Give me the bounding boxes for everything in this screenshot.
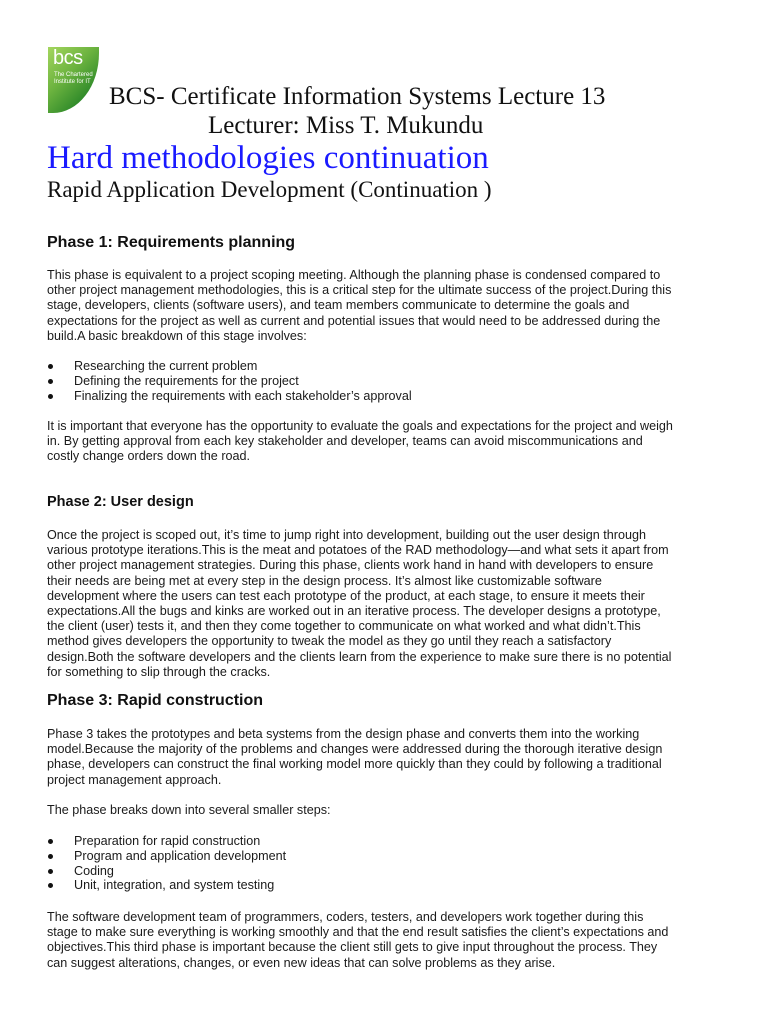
text-line: costly change orders down the road. [47, 449, 251, 464]
bullet-icon [48, 883, 53, 888]
list-item [47, 359, 737, 374]
phase-3-bullet-list [47, 834, 737, 893]
phase-3-steps-intro [47, 803, 737, 818]
phase-2-title: Phase 2: User design [47, 494, 194, 510]
phase-3-closing [47, 910, 737, 971]
text-line: The phase breaks down into several smaller steps: [47, 803, 331, 817]
list-item-text: Defining the requirements for the project [74, 373, 299, 388]
list-item-text: Program and application development [74, 848, 287, 863]
text-line: in. By getting approval from each key stakeholder and developer, teams can avoid miscommunications and [47, 434, 643, 449]
bullet-icon [48, 394, 53, 399]
document-title: BCS- Certificate Information Systems Lecture 13 [109, 83, 606, 110]
lecturer-name: Lecturer: Miss T. Mukundu [208, 112, 484, 139]
text-line: model.Because the majority of the problems and changes were addressed during the thorough iterative design [47, 742, 663, 757]
phase-1-title: Phase 1: Requirements planning [47, 234, 296, 251]
bcs-logo [48, 47, 99, 113]
logo-wordmark: bcs [53, 47, 83, 69]
list-item [47, 834, 737, 849]
text-line: Once the project is scoped out, it’s time to jump right into development, building out the user design through [47, 528, 647, 542]
text-line: This phase is equivalent to a project scoping meeting. Although the planning phase is condensed compared to [47, 268, 661, 282]
list-item [47, 878, 737, 893]
text-line: other project management strategies. During this phase, clients work hand in hand with developers to ensure [47, 558, 654, 573]
list-item [47, 374, 737, 389]
text-line: build.A basic breakdown of this stage involves: [47, 328, 307, 343]
text-line: objectives.This third phase is important because the client still gets to give input throughout the process. They [47, 940, 658, 955]
phase-1-closing [47, 419, 737, 465]
text-line: for something to slip through the cracks. [47, 664, 271, 679]
text-line: The software development team of programmers, coders, testers, and developers work together during this [47, 910, 644, 924]
text-line: stage, developers, clients (software users), and team members communicate to determine the goals and [47, 298, 630, 313]
text-line: stage to make sure everything is working smoothly and that the end result satisfies the client’s expectations and [47, 925, 669, 940]
list-item [47, 864, 737, 879]
logo-tagline: The Chartered Institute for IT [54, 72, 93, 85]
bullet-icon [48, 869, 53, 874]
list-item [47, 389, 737, 404]
text-line: can suggest alterations, changes, or even new ideas that can solve problems as they arise. [47, 955, 556, 970]
bullet-icon [48, 839, 53, 844]
main-heading: Hard methodologies continuation [47, 140, 489, 176]
text-line: various prototype iterations.This is the meat and potatoes of the RAD methodology—and what sets it apart from [47, 543, 669, 558]
text-line: design.Both the software developers and the clients learn from the experience to make sure there is no potential [47, 649, 672, 664]
phase-1-bullet-list [47, 359, 737, 403]
text-line: their needs are being met at every step in the design process. It’s almost like customizable software [47, 573, 602, 588]
bullet-icon [48, 364, 53, 369]
list-item [47, 849, 737, 864]
phase-3-intro [47, 727, 737, 788]
text-line: phase, developers can construct the final working model more quickly than they could by following a traditional [47, 757, 662, 772]
bullet-icon [48, 379, 53, 384]
text-line: method gives developers the opportunity to tweak the model as they go until they reach a satisfactory [47, 634, 612, 649]
text-line: development where the users can test each prototype of the product, at each stage, to ensure it meets their [47, 588, 645, 603]
list-item-text: Preparation for rapid construction [74, 834, 261, 848]
phase-3-title: Phase 3: Rapid construction [47, 692, 264, 709]
text-line: other project management methodologies, this is a critical step for the ultimate success of the project.During this [47, 283, 672, 298]
sub-heading: Rapid Application Development (Continuation ) [47, 177, 492, 202]
text-line: the client (user) tests it, and then they come together to communicate on what worked and what didn’t.This [47, 619, 641, 634]
list-item-text: Finalizing the requirements with each stakeholder’s approval [74, 388, 412, 403]
list-item-text: Researching the current problem [74, 359, 258, 373]
phase-1-intro [47, 268, 737, 344]
text-line: expectations.All the bugs and kinks are worked out in an iterative process. The developer designs a prototype, [47, 604, 661, 619]
text-line: project management approach. [47, 772, 222, 787]
text-line: Phase 3 takes the prototypes and beta systems from the design phase and converts them into the working [47, 727, 640, 741]
text-line: It is important that everyone has the opportunity to evaluate the goals and expectations for the project and weigh [47, 419, 673, 433]
phase-2-body [47, 528, 737, 680]
list-item-text: Unit, integration, and system testing [74, 878, 275, 893]
list-item-text: Coding [74, 863, 114, 878]
text-line: expectations for the project as well as current and potential issues that would need to be addressed during the [47, 313, 661, 328]
bullet-icon [48, 854, 53, 859]
